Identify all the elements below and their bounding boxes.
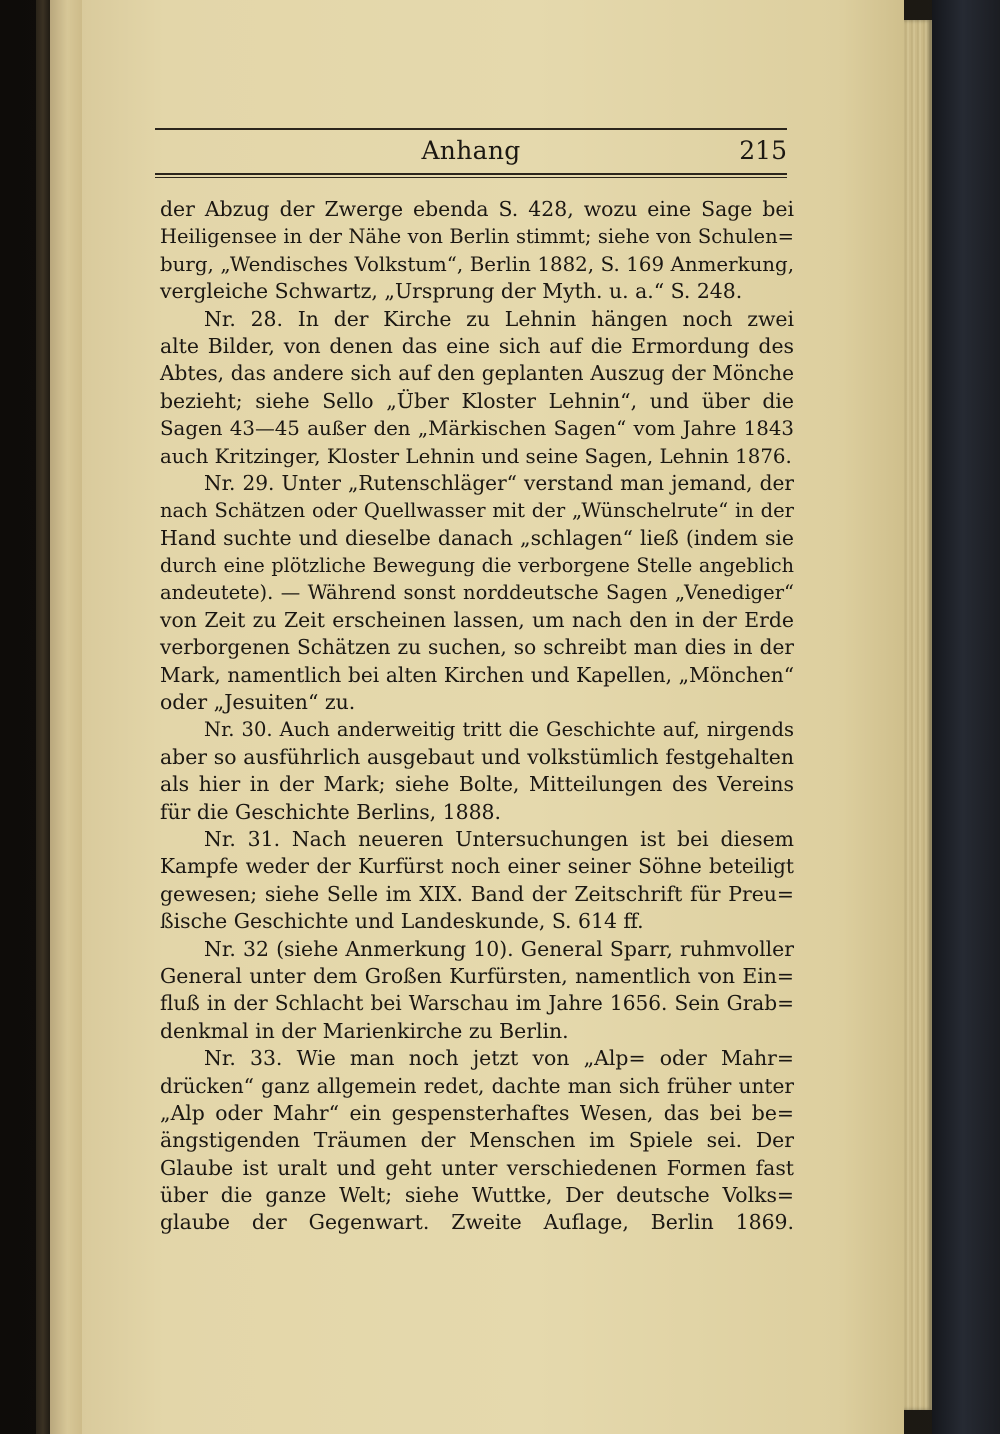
header-rule-bottom bbox=[155, 173, 787, 175]
text-line: Kampfe weder der Kurfürst noch einer seiner Söhne beteiligt bbox=[160, 854, 794, 879]
text-line: Nr. 31. Nach neueren Untersuchungen ist bei diesem bbox=[204, 826, 794, 851]
text-line: andeutete). — Während sonst norddeutsche Sagen „Venediger“ bbox=[160, 581, 794, 605]
text-line: gewesen; siehe Selle im XIX. Band der Zeitschrift für Preu= bbox=[160, 881, 794, 906]
text-line: bezieht; siehe Sello „Über Kloster Lehnin“, und über die bbox=[160, 388, 794, 413]
text-line: Sagen 43—45 außer den „Märkischen Sagen“ vom Jahre 1843 bbox=[160, 417, 794, 441]
text-line: Nr. 30. Auch anderweitig tritt die Geschichte auf, nirgends bbox=[204, 718, 794, 742]
text-line: „Alp oder Mahr“ ein gespensterhaftes Wesen, das bei be= bbox=[160, 1100, 794, 1125]
text-line: vergleiche Schwartz, „Ursprung der Myth. u. a.“ S. 248. bbox=[160, 279, 743, 304]
text-line: Nr. 28. In der Kirche zu Lehnin hängen noch zwei bbox=[204, 306, 794, 331]
text-line: Nr. 29. Unter „Rutenschläger“ verstand man jemand, der bbox=[204, 470, 794, 495]
text-line: als hier in der Mark; siehe Bolte, Mitteilungen des Vereins bbox=[160, 772, 794, 797]
text-line: ängstigenden Träumen der Menschen im Spiele sei. Der bbox=[160, 1128, 794, 1153]
text-line: alte Bilder, von denen das eine sich auf die Ermordung des bbox=[160, 333, 794, 358]
text-line: glaube der Gegenwart. Zweite Auflage, Berlin 1869. bbox=[160, 1210, 794, 1235]
page-edges bbox=[904, 20, 932, 1410]
body-text bbox=[160, 196, 794, 1237]
text-line: Mark, namentlich bei alten Kirchen und Kapellen, „Mönchen“ bbox=[160, 662, 794, 687]
text-line: oder „Jesuiten“ zu. bbox=[160, 690, 356, 715]
text-line: auch Kritzinger, Kloster Lehnin und seine Sagen, Lehnin 1876. bbox=[160, 444, 792, 468]
header-rule-bottom-thin bbox=[155, 177, 787, 178]
text-line: ßische Geschichte und Landeskunde, S. 614 ff. bbox=[160, 909, 644, 934]
text-line: von Zeit zu Zeit erscheinen lassen, um nach den in der Erde bbox=[160, 607, 794, 632]
header-rule-top bbox=[155, 128, 787, 130]
text-line: Nr. 33. Wie man noch jetzt von „Alp= oder Mahr= bbox=[204, 1046, 794, 1071]
text-line: nach Schätzen oder Quellwasser mit der „Wünschelrute“ in der bbox=[160, 499, 794, 523]
text-line: fluß in der Schlacht bei Warschau im Jahre 1656. Sein Grab= bbox=[160, 991, 794, 1016]
book-cover-edge bbox=[932, 0, 1000, 1434]
page-header bbox=[155, 128, 787, 178]
text-line: Abtes, das andere sich auf den geplanten Auszug der Mönche bbox=[160, 361, 794, 386]
text-line: Hand suchte und dieselbe danach „schlagen“ ließ (indem sie bbox=[160, 525, 794, 550]
text-line: für die Geschichte Berlins, 1888. bbox=[160, 799, 501, 824]
text-line: über die ganze Welt; siehe Wuttke, Der deutsche Volks= bbox=[160, 1183, 794, 1208]
text-line: aber so ausführlich ausgebaut und volkstümlich festgehalten bbox=[160, 744, 794, 769]
text-line: Heiligensee in der Nähe von Berlin stimmt; siehe von Schulen= bbox=[160, 225, 794, 249]
text-line: durch eine plötzliche Bewegung die verborgene Stelle angeblich bbox=[160, 554, 794, 578]
page-number: 215 bbox=[739, 136, 787, 165]
running-title: Anhang bbox=[421, 136, 521, 165]
text-line: Glaube ist uralt und geht unter verschiedenen Formen fast bbox=[160, 1155, 794, 1180]
text-line: Nr. 32 (siehe Anmerkung 10). General Sparr, ruhmvoller bbox=[204, 936, 794, 961]
text-line: burg, „Wendisches Volkstum“, Berlin 1882, S. 169 Anmerkung, bbox=[160, 252, 794, 276]
text-line: verborgenen Schätzen zu suchen, so schreibt man dies in der bbox=[160, 635, 794, 660]
text-line: General unter dem Großen Kurfürsten, namentlich von Ein= bbox=[160, 963, 794, 988]
text-line: der Abzug der Zwerge ebenda S. 428, wozu eine Sage bei bbox=[160, 197, 794, 221]
binding-edge bbox=[36, 0, 50, 1434]
gutter-strip bbox=[50, 0, 82, 1434]
text-line: denkmal in der Marienkirche zu Berlin. bbox=[160, 1018, 569, 1043]
text-line: drücken“ ganz allgemein redet, dachte man sich früher unter bbox=[160, 1073, 794, 1098]
